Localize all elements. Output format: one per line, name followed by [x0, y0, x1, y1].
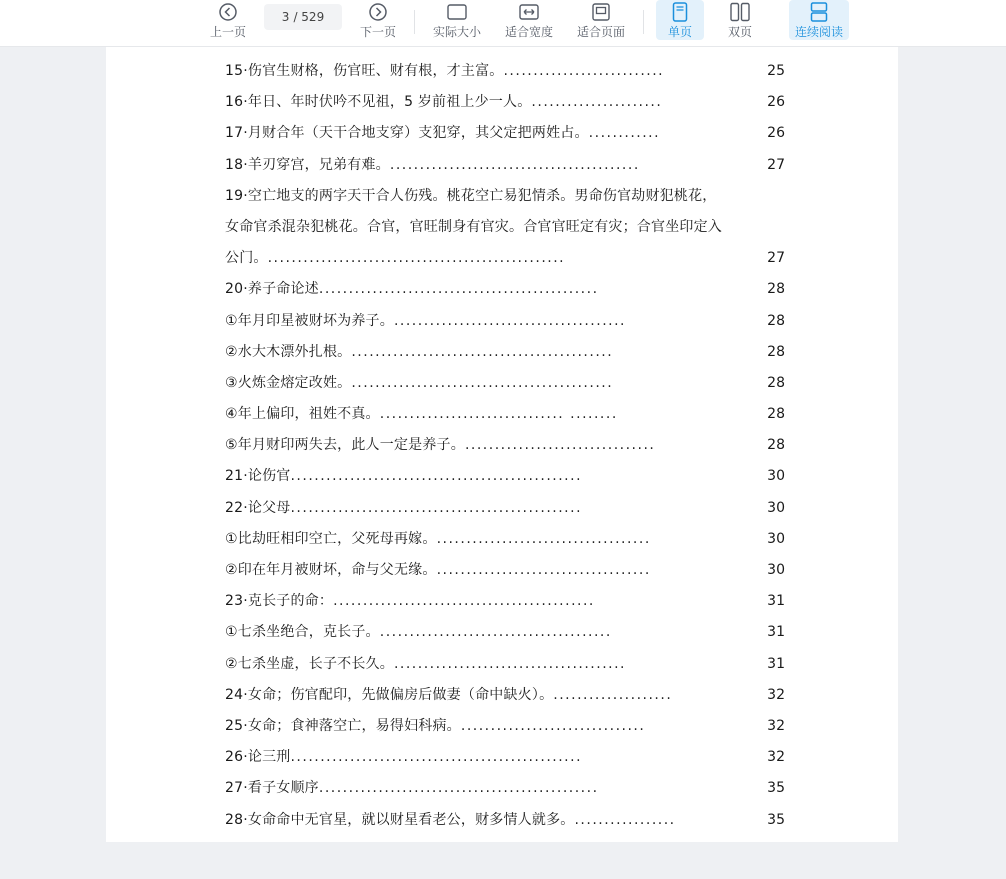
fit-width-icon	[519, 4, 539, 20]
toc-entry-title: 24·女命；伤官配印，先做偏房后做妻（命中缺火）。	[225, 686, 554, 703]
toc-entry-title: 17·月财合年（天干合地支穿）支犯穿，其父定把两姓占。	[225, 125, 589, 142]
toc-entry[interactable]	[225, 181, 785, 212]
toc-entry-title: ①年月印星被财坏为养子。	[225, 312, 394, 329]
continuous-read-button[interactable]	[789, 0, 849, 40]
fit-width-label: 适合宽度	[504, 25, 553, 39]
toolbar-divider	[414, 10, 415, 34]
toc-entry-title: ②印在年月被财坏，命与父无缘。	[225, 562, 437, 578]
toc-entry-leader: ............................................	[351, 343, 614, 360]
toc-entry-leader: ...............................................	[318, 780, 599, 797]
toc-entry[interactable]	[225, 56, 785, 87]
toc-entry-page: 28	[767, 281, 785, 298]
toc-entry-title: 16·年日、年时伏吟不见祖，5 岁前祖上少一人。	[225, 94, 532, 111]
toc-entry[interactable]	[225, 617, 785, 648]
toc-entry-title: 26·论三刑	[225, 749, 291, 766]
toc-entry[interactable]	[225, 680, 785, 711]
prev-page-button[interactable]	[206, 0, 250, 42]
toc-entry-leader: .................................................	[290, 468, 583, 485]
toc-entry[interactable]	[225, 212, 785, 243]
toc-entry-leader: .................	[574, 811, 676, 828]
toc-entry-title: 27·看子女顺序	[225, 780, 319, 797]
toc-entry[interactable]	[225, 742, 785, 773]
single-page-label: 单页	[667, 25, 692, 39]
toc-entry-page: 30	[767, 468, 785, 485]
toc-entry-leader: .......................................	[393, 312, 627, 329]
toc-entry-title: ③火炼金熔定改姓。	[225, 374, 352, 391]
toc-entry-page: 35	[767, 780, 785, 797]
toc-entry-leader: ...............................................	[318, 281, 599, 298]
toc-entry[interactable]	[225, 274, 785, 305]
toc-entry-page: 31	[767, 655, 785, 672]
toc-entry-title: ②七杀坐虚，长子不长久。	[225, 655, 394, 672]
toc-entry-page: 25	[767, 63, 785, 79]
toc-entry[interactable]	[225, 805, 785, 836]
toc-entry-leader: ............................................	[351, 374, 614, 391]
toc-entry-title: 28·女命命中无官星，就以财星看老公，财多情人就多。	[225, 811, 575, 828]
toc-entry-page: 26	[767, 125, 785, 142]
toc-entry-page: 35	[767, 811, 785, 828]
toc-entry-leader: ............................................	[333, 593, 595, 610]
toc-entry-leader: ....................................	[436, 530, 651, 547]
chevron-right-circle-icon	[368, 2, 388, 22]
toc-entry-page: 28	[767, 312, 785, 329]
next-page-button[interactable]	[356, 0, 400, 42]
toc-entry-title: 25·女命；食神落空亡，易得妇科病。	[225, 717, 461, 734]
toc-entry-leader: .................................................	[290, 749, 583, 766]
toc-entry[interactable]	[225, 524, 785, 555]
toc-entry-page: 28	[767, 374, 785, 391]
prev-page-label: 上一页	[209, 25, 246, 39]
toc-entry[interactable]	[225, 399, 785, 430]
actual-size-button[interactable]	[430, 0, 484, 42]
next-page-label: 下一页	[359, 25, 396, 39]
toc-entry-page: 28	[767, 437, 785, 454]
toc-entry-title: 23·克长子的命：	[225, 593, 334, 610]
toolbar-divider	[643, 10, 644, 34]
fit-page-button[interactable]	[575, 0, 627, 42]
double-page-icon	[730, 2, 750, 22]
toc-entry-leader: ..................................................	[267, 250, 566, 267]
toc-entry-title: ④年上偏印，祖姓不真。	[225, 406, 380, 423]
toc-entry-leader: ......................	[531, 94, 663, 111]
double-page-label: 双页	[727, 25, 752, 39]
toc-entry[interactable]	[225, 87, 785, 118]
toc-entry[interactable]	[225, 711, 785, 742]
toc-entry-leader: ...............................	[460, 717, 646, 734]
toc-entry-title: 15·伤官生财格，伤官旺、财有根，才主富。	[225, 63, 504, 79]
toc-entry[interactable]	[225, 368, 785, 399]
toc-entry-leader: ....................................	[436, 562, 651, 578]
viewer-background	[0, 842, 1006, 879]
toc-entry-title: 18·羊刃穿宫，兄弟有难。	[225, 156, 390, 173]
toc-entry-page: 32	[767, 717, 785, 734]
chevron-left-circle-icon	[218, 2, 238, 22]
toc-entry-page: 28	[767, 406, 785, 423]
toc-entry-leader: ....................	[553, 686, 673, 703]
toc-entry-title: 20·养子命论述	[225, 281, 319, 298]
toc-entry[interactable]	[225, 649, 785, 680]
toc-entry[interactable]	[225, 243, 785, 274]
toc-entry-page: 32	[767, 749, 785, 766]
toc-entry-title: ②水大木漂外扎根。	[225, 343, 352, 360]
toc-entry-title: ①七杀坐绝合，克长子。	[225, 624, 380, 641]
reader-toolbar	[0, 0, 1006, 47]
single-page-icon	[672, 2, 688, 22]
page-number-box[interactable]	[264, 4, 342, 30]
actual-size-icon	[447, 4, 467, 20]
toc-entry-leader: ...........................	[503, 63, 665, 79]
toc-entry-title: ⑤年月财印两失去，此人一定是养子。	[225, 437, 465, 454]
fit-width-button[interactable]	[503, 0, 555, 42]
toc-entry-title: 21·论伤官	[225, 468, 291, 485]
toc-entry[interactable]	[225, 773, 785, 804]
toc-entry[interactable]	[225, 430, 785, 461]
double-page-button[interactable]	[718, 0, 762, 42]
toc-entry-leader: ............	[588, 125, 661, 142]
toc-entry-title: ①比劫旺相印空亡，父死母再嫁。	[225, 530, 437, 547]
toc-entry-leader: .......................................	[379, 624, 612, 641]
page-current-input[interactable]: 3	[281, 10, 290, 24]
toc-entry-page: 26	[767, 94, 785, 111]
continuous-read-icon	[809, 2, 829, 22]
toc-entry-leader: ................................	[464, 437, 656, 454]
toc-entry[interactable]	[225, 337, 785, 368]
toc-entry-leader: ............................... ........	[379, 406, 618, 423]
toc-entry-page: 30	[767, 562, 785, 578]
toc-entry[interactable]	[225, 461, 785, 492]
fit-page-label: 适合页面	[576, 25, 625, 39]
toc-entry-leader: .................................................	[290, 499, 583, 516]
toc-entry-page: 30	[767, 499, 785, 516]
toc-entry-page: 32	[767, 686, 785, 703]
toc-entry[interactable]	[225, 586, 785, 617]
toc-entry-title: 22·论父母	[225, 499, 291, 516]
toc-entry-page: 28	[767, 343, 785, 360]
toc-entry[interactable]	[225, 118, 785, 149]
toc-entry-title: 19·空亡地支的两字天干合人伤残。桃花空亡易犯情杀。男命伤官劫财犯桃花，	[225, 187, 717, 204]
toc-entry[interactable]	[225, 555, 785, 586]
toc-entry-page: 31	[767, 593, 785, 610]
toc-entry[interactable]	[225, 306, 785, 337]
actual-size-label: 实际大小	[432, 25, 481, 39]
table-of-contents	[225, 56, 785, 836]
toc-entry-title: 公门。	[225, 250, 268, 267]
toc-entry[interactable]	[225, 150, 785, 181]
continuous-read-label: 连续阅读	[794, 25, 843, 39]
toc-entry-page: 31	[767, 624, 785, 641]
toc-entry-leader: .......................................	[393, 655, 627, 672]
toc-entry-page: 30	[767, 530, 785, 547]
toc-entry-title: 女命官杀混杂犯桃花。合官，官旺制身有官灾。合官官旺定有灾；合官坐印定入	[225, 218, 722, 235]
toc-entry[interactable]	[225, 493, 785, 524]
single-page-button[interactable]	[656, 0, 704, 40]
toc-entry-leader: ..........................................	[389, 156, 640, 173]
fit-page-icon	[591, 3, 611, 21]
toc-entry-page: 27	[767, 250, 785, 267]
toc-entry-page: 27	[767, 156, 785, 173]
page-total: / 529	[293, 10, 325, 24]
